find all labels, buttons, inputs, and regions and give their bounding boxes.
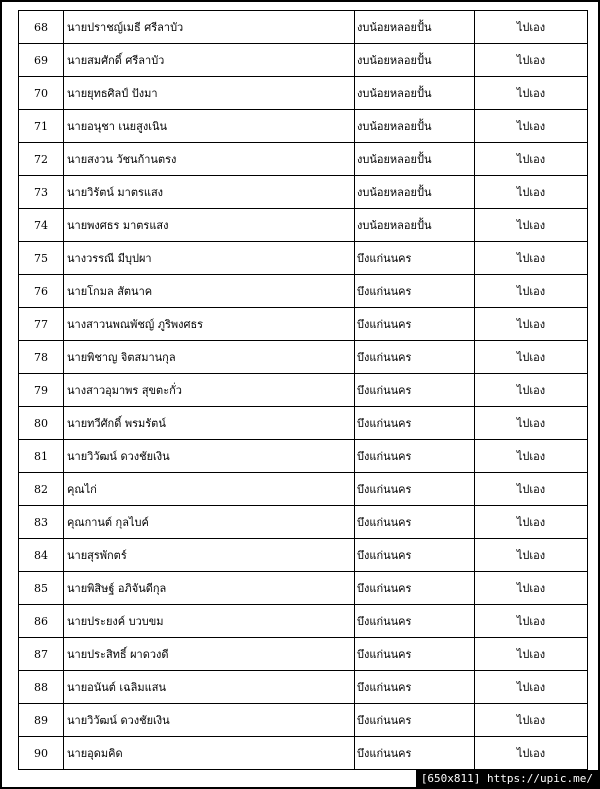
table-row	[19, 209, 588, 242]
row-number-cell: 89	[19, 704, 64, 737]
location-cell: งบน้อยหลอยปั้น	[355, 110, 475, 143]
table-row	[19, 275, 588, 308]
row-number-cell: 88	[19, 671, 64, 704]
person-name-cell: นายปราชญ์เมธี ศรีลาบัว	[64, 11, 355, 44]
person-name-cell: นายประยงค์ บวบขม	[64, 605, 355, 638]
table-row	[19, 440, 588, 473]
location-cell: บึงแก่นนคร	[355, 671, 475, 704]
location-cell: งบน้อยหลอยปั้น	[355, 143, 475, 176]
person-name-cell: นางสาวนพณพัชญ์ ภูริพงศธร	[64, 308, 355, 341]
travel-status-cell: ไปเอง	[475, 737, 588, 770]
travel-status-cell: ไปเอง	[475, 638, 588, 671]
location-cell: บึงแก่นนคร	[355, 275, 475, 308]
location-cell: งบน้อยหลอยปั้น	[355, 77, 475, 110]
table-row	[19, 572, 588, 605]
person-name-cell: คุณไก่	[64, 473, 355, 506]
location-cell: งบน้อยหลอยปั้น	[355, 11, 475, 44]
row-number-cell: 86	[19, 605, 64, 638]
row-number-cell: 75	[19, 242, 64, 275]
table-row	[19, 77, 588, 110]
travel-status-cell: ไปเอง	[475, 605, 588, 638]
person-name-cell: นายทวีศักดิ์ พรมรัตน์	[64, 407, 355, 440]
travel-status-cell: ไปเอง	[475, 209, 588, 242]
person-name-cell: นายพิสิษฐ์ อภิจันดีกุล	[64, 572, 355, 605]
watermark-label: [650x811] https://upic.me/	[416, 770, 598, 787]
person-name-cell: นางวรรณี มีบุปผา	[64, 242, 355, 275]
table-row	[19, 44, 588, 77]
location-cell: บึงแก่นนคร	[355, 242, 475, 275]
location-cell: บึงแก่นนคร	[355, 407, 475, 440]
person-name-cell: คุณกานต์ กุลไบค์	[64, 506, 355, 539]
row-number-cell: 68	[19, 11, 64, 44]
travel-status-cell: ไปเอง	[475, 407, 588, 440]
row-number-cell: 90	[19, 737, 64, 770]
location-cell: บึงแก่นนคร	[355, 638, 475, 671]
person-name-cell: นายสงวน วัชนก้านตรง	[64, 143, 355, 176]
person-name-cell: นายประสิทธิ์ ผาดวงดี	[64, 638, 355, 671]
table-row	[19, 737, 588, 770]
row-number-cell: 78	[19, 341, 64, 374]
table-row	[19, 704, 588, 737]
row-number-cell: 79	[19, 374, 64, 407]
person-name-cell: นายวิวัฒน์ ดวงชัยเงิน	[64, 440, 355, 473]
location-cell: บึงแก่นนคร	[355, 374, 475, 407]
travel-status-cell: ไปเอง	[475, 176, 588, 209]
row-number-cell: 87	[19, 638, 64, 671]
travel-status-cell: ไปเอง	[475, 341, 588, 374]
location-cell: งบน้อยหลอยปั้น	[355, 209, 475, 242]
travel-status-cell: ไปเอง	[475, 572, 588, 605]
table-row	[19, 407, 588, 440]
person-name-cell: นายยุทธศิลป์ ปังมา	[64, 77, 355, 110]
location-cell: งบน้อยหลอยปั้น	[355, 44, 475, 77]
location-cell: บึงแก่นนคร	[355, 473, 475, 506]
table-row	[19, 341, 588, 374]
row-number-cell: 74	[19, 209, 64, 242]
person-name-cell: นายสุรพักตร์	[64, 539, 355, 572]
table-row	[19, 539, 588, 572]
table-row	[19, 242, 588, 275]
travel-status-cell: ไปเอง	[475, 110, 588, 143]
row-number-cell: 69	[19, 44, 64, 77]
table-row	[19, 473, 588, 506]
person-name-cell: นายอุดมคิด	[64, 737, 355, 770]
location-cell: งบน้อยหลอยปั้น	[355, 176, 475, 209]
table-row	[19, 605, 588, 638]
table-body	[19, 11, 588, 770]
table-row	[19, 110, 588, 143]
row-number-cell: 83	[19, 506, 64, 539]
travel-status-cell: ไปเอง	[475, 539, 588, 572]
location-cell: บึงแก่นนคร	[355, 539, 475, 572]
row-number-cell: 81	[19, 440, 64, 473]
location-cell: บึงแก่นนคร	[355, 704, 475, 737]
participant-table	[18, 10, 588, 770]
row-number-cell: 76	[19, 275, 64, 308]
row-number-cell: 70	[19, 77, 64, 110]
location-cell: บึงแก่นนคร	[355, 308, 475, 341]
row-number-cell: 71	[19, 110, 64, 143]
travel-status-cell: ไปเอง	[475, 308, 588, 341]
row-number-cell: 73	[19, 176, 64, 209]
person-name-cell: นางสาวอุมาพร สุขตะกั่ว	[64, 374, 355, 407]
table-row	[19, 308, 588, 341]
person-name-cell: นายอนันต์ เฉลิมแสน	[64, 671, 355, 704]
table-row	[19, 506, 588, 539]
person-name-cell: นายโกมล สัตนาค	[64, 275, 355, 308]
location-cell: บึงแก่นนคร	[355, 572, 475, 605]
table-row	[19, 671, 588, 704]
travel-status-cell: ไปเอง	[475, 506, 588, 539]
travel-status-cell: ไปเอง	[475, 44, 588, 77]
table-row	[19, 176, 588, 209]
row-number-cell: 72	[19, 143, 64, 176]
row-number-cell: 85	[19, 572, 64, 605]
row-number-cell: 82	[19, 473, 64, 506]
person-name-cell: นายอนุชา เนยสูงเนิน	[64, 110, 355, 143]
travel-status-cell: ไปเอง	[475, 440, 588, 473]
travel-status-cell: ไปเอง	[475, 473, 588, 506]
person-name-cell: นายสมศักดิ์ ศรีลาบัว	[64, 44, 355, 77]
table-row	[19, 638, 588, 671]
person-name-cell: นายพิชาญ จิตสมานกุล	[64, 341, 355, 374]
travel-status-cell: ไปเอง	[475, 143, 588, 176]
table-row	[19, 143, 588, 176]
location-cell: บึงแก่นนคร	[355, 440, 475, 473]
person-name-cell: นายพงศธร มาตรแสง	[64, 209, 355, 242]
travel-status-cell: ไปเอง	[475, 77, 588, 110]
travel-status-cell: ไปเอง	[475, 242, 588, 275]
location-cell: บึงแก่นนคร	[355, 506, 475, 539]
location-cell: บึงแก่นนคร	[355, 341, 475, 374]
travel-status-cell: ไปเอง	[475, 671, 588, 704]
location-cell: บึงแก่นนคร	[355, 605, 475, 638]
table-row	[19, 11, 588, 44]
row-number-cell: 80	[19, 407, 64, 440]
travel-status-cell: ไปเอง	[475, 275, 588, 308]
row-number-cell: 77	[19, 308, 64, 341]
table-row	[19, 374, 588, 407]
person-name-cell: นายวิวัฒน์ ดวงชัยเงิน	[64, 704, 355, 737]
location-cell: บึงแก่นนคร	[355, 737, 475, 770]
travel-status-cell: ไปเอง	[475, 11, 588, 44]
row-number-cell: 84	[19, 539, 64, 572]
travel-status-cell: ไปเอง	[475, 374, 588, 407]
travel-status-cell: ไปเอง	[475, 704, 588, 737]
person-name-cell: นายวิรัตน์ มาตรแสง	[64, 176, 355, 209]
